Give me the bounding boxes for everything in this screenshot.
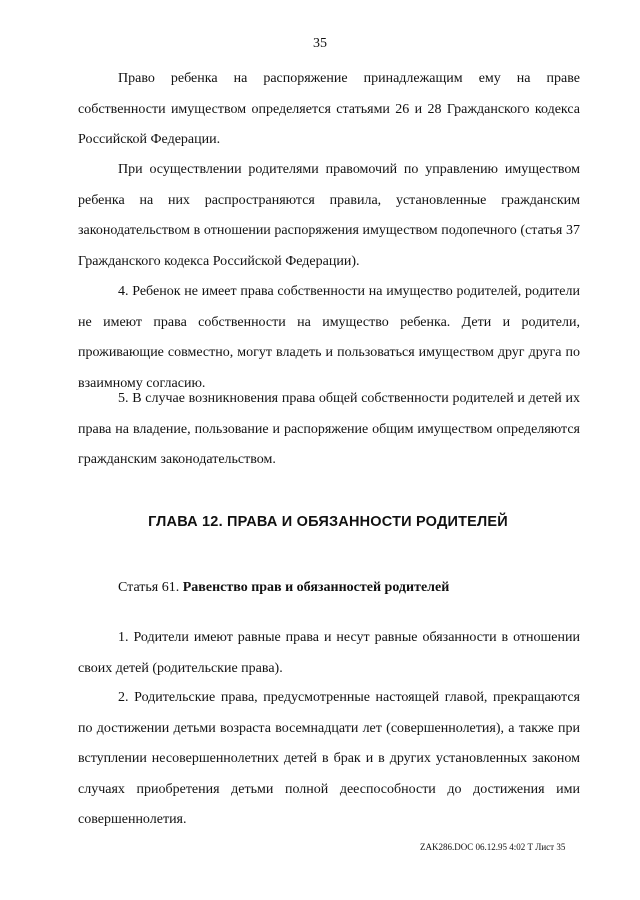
article-paragraph-1: 1. Родители имеют равные права и несут равные обязанности в отношении своих детей (родительские права). (78, 630, 580, 676)
chapter-title: ГЛАВА 12. ПРАВА И ОБЯЗАННОСТИ РОДИТЕЛЕЙ (148, 514, 508, 530)
paragraph-item-5: 5. В случае возникновения права общей собственности родителей и детей их права на владение, пользование и распоряжение общим имуществом определяются гражданским законодательством. (78, 391, 580, 467)
paragraph-item-4: 4. Ребенок не имеет права собственности на имущество родителей, родители не имеют права собственности на имущество ребенка. Дети и родители, проживающие совместно, могут владеть и пользоваться имуществом друг друга по взаимному согласию. (78, 284, 580, 391)
page-number: 35 (313, 36, 327, 51)
paragraph-parental-management: При осуществлении родителями правомочий по управлению имуществом ребенка на них распространяются правила, установленные гражданским законодательством в отношении распоряжения имуществом подопечного (статья 37 Гражданского кодекса Российской Федерации). (78, 162, 580, 269)
paragraph-child-property-disposal: Право ребенка на распоряжение принадлежащим ему на праве собственности имуществом определяется статьями 26 и 28 Гражданского кодекса Российской Федерации. (78, 71, 580, 147)
article-name: Равенство прав и обязанностей родителей (182, 580, 450, 595)
article-paragraph-2: 2. Родительские права, предусмотренные настоящей главой, прекращаются по достижении детьми возраста восемнадцати лет (совершеннолетия), а также при вступлении несовершеннолетних детей в брак и в других установленных законом случаях приобретения детьми полной дееспособности до достижения ими совершеннолетия. (78, 690, 580, 827)
page-footer: ZAK286.DOC 06.12.95 4:02 Т Лист 35 (420, 842, 566, 852)
article-label: Статья 61. (118, 580, 180, 595)
article-heading (118, 580, 449, 596)
